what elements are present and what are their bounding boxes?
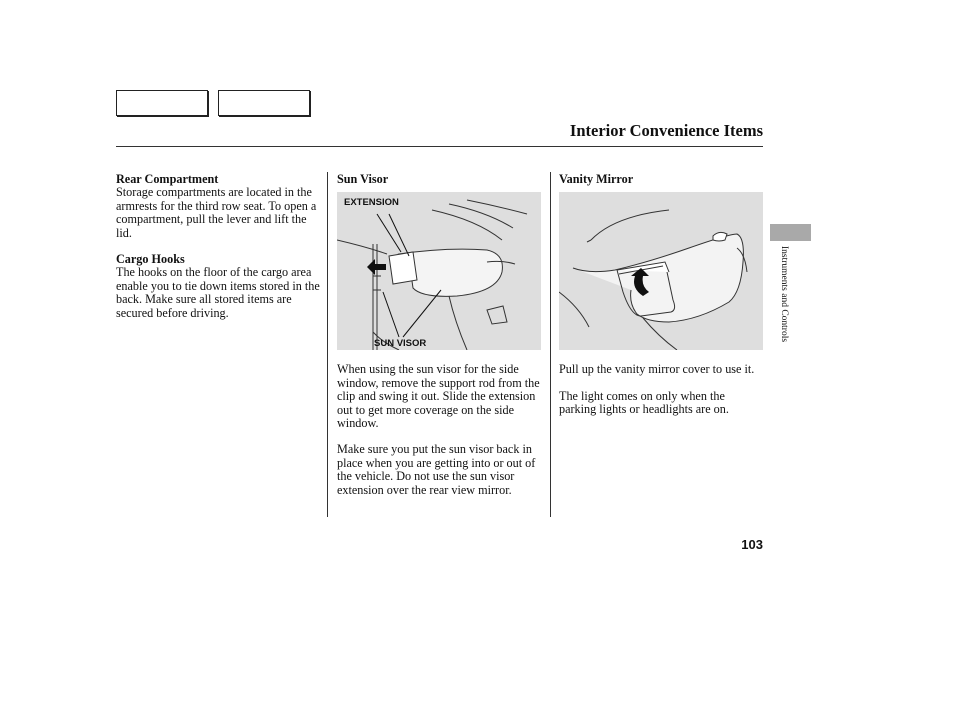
sun-visor-heading: Sun Visor (337, 172, 389, 186)
sun-visor-text-2: Make sure you put the sun visor back in place when you are getting into or out of the vehicle. Do not use the sun visor extension over the rear view mirror. (337, 442, 536, 497)
nav-button-next[interactable] (218, 90, 310, 116)
section-label: Instruments and Controls (779, 246, 789, 343)
rear-compartment-heading: Rear Compartment (116, 172, 219, 186)
page-title: Interior Convenience Items (569, 121, 763, 140)
sun-visor-drawing (337, 192, 541, 350)
vanity-mirror-drawing (559, 192, 763, 350)
nav-button-previous[interactable] (116, 90, 208, 116)
vanity-mirror-heading: Vanity Mirror (559, 172, 634, 186)
vanity-mirror-illustration (559, 192, 763, 350)
cargo-hooks-heading: Cargo Hooks (116, 252, 185, 267)
vanity-mirror-text-2: The light comes on only when the parking lights or headlights are on. (559, 388, 729, 417)
page-number: 103 (741, 537, 763, 552)
sun-visor-illustration (337, 192, 541, 350)
cargo-hooks-text: The hooks on the floor of the cargo area enable you to tie down items stored in the back. Make sure all stored items are secured before driving. (116, 265, 320, 320)
sun-visor-callout: SUN VISOR (374, 338, 427, 350)
section-tab[interactable] (770, 224, 811, 241)
vanity-mirror-column (559, 173, 764, 417)
column-divider (550, 172, 551, 517)
sun-visor-text-1: When using the sun visor for the side window, remove the support rod from the clip and swing it out. Slide the extension out to get more coverage on the side window. (337, 362, 540, 431)
extension-callout: EXTENSION (344, 197, 399, 209)
vanity-mirror-text-1: Pull up the vanity mirror cover to use it. (559, 362, 755, 377)
title-rule (116, 146, 763, 147)
sun-visor-column (337, 173, 543, 497)
column-divider (327, 172, 328, 517)
rear-compartment-column (116, 173, 321, 320)
rear-compartment-text: Storage compartments are located in the armrests for the third row seat. To open a compartment, pull the lever and lift the lid. (116, 185, 317, 240)
